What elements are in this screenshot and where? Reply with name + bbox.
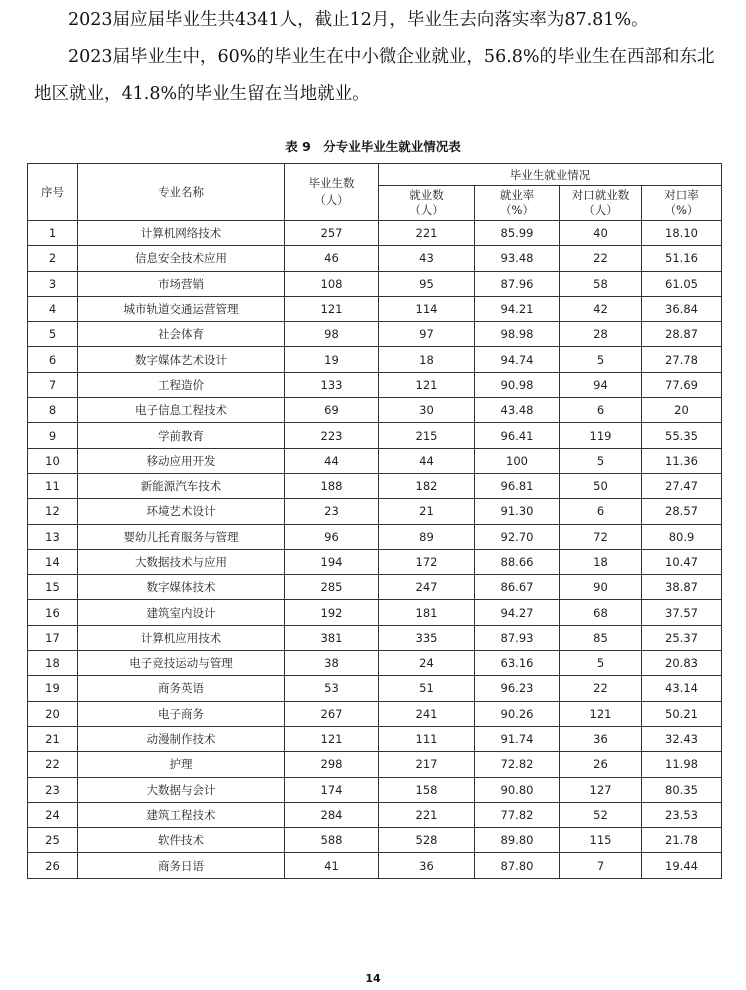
cell-employed: 182	[379, 473, 475, 498]
cell-employment-rate: 90.26	[475, 701, 560, 726]
cell-graduates: 174	[285, 777, 379, 802]
cell-employed: 335	[379, 625, 475, 650]
cell-employment-rate: 92.70	[475, 524, 560, 549]
cell-matched-rate: 43.14	[642, 676, 722, 701]
cell-matched-rate: 61.05	[642, 271, 722, 296]
cell-matched-rate: 36.84	[642, 296, 722, 321]
table-row	[28, 600, 722, 625]
cell-matched: 121	[560, 701, 642, 726]
cell-matched: 40	[560, 221, 642, 246]
table-row	[28, 828, 722, 853]
intro-line-1: 2023届应届毕业生共4341人，截止12月，毕业生去向落实率为87.81%。	[68, 10, 649, 30]
table-row	[28, 246, 722, 271]
cell-major: 电子信息工程技术	[78, 398, 285, 423]
cell-major: 商务日语	[78, 853, 285, 878]
cell-graduates: 46	[285, 246, 379, 271]
cell-employed: 158	[379, 777, 475, 802]
cell-matched: 119	[560, 423, 642, 448]
cell-matched: 5	[560, 448, 642, 473]
cell-graduates: 53	[285, 676, 379, 701]
table-row	[28, 296, 722, 321]
cell-index: 10	[28, 448, 78, 473]
cell-graduates: 98	[285, 322, 379, 347]
table-row	[28, 549, 722, 574]
cell-index: 16	[28, 600, 78, 625]
cell-employed: 114	[379, 296, 475, 321]
cell-employed: 97	[379, 322, 475, 347]
table-row	[28, 625, 722, 650]
cell-matched: 115	[560, 828, 642, 853]
cell-matched-rate: 11.36	[642, 448, 722, 473]
cell-index: 26	[28, 853, 78, 878]
cell-employment-rate: 100	[475, 448, 560, 473]
cell-employment-rate: 86.67	[475, 575, 560, 600]
cell-employment-rate: 94.74	[475, 347, 560, 372]
cell-matched: 127	[560, 777, 642, 802]
cell-matched: 26	[560, 752, 642, 777]
cell-matched: 22	[560, 246, 642, 271]
table-row	[28, 752, 722, 777]
table-row	[28, 398, 722, 423]
cell-matched-rate: 20	[642, 398, 722, 423]
cell-index: 15	[28, 575, 78, 600]
cell-major: 软件技术	[78, 828, 285, 853]
cell-matched: 6	[560, 398, 642, 423]
cell-index: 3	[28, 271, 78, 296]
cell-major: 数字媒体技术	[78, 575, 285, 600]
table-caption: 表 9 分专业毕业生就业情况表	[285, 139, 461, 154]
cell-employment-rate: 87.93	[475, 625, 560, 650]
cell-major: 大数据与会计	[78, 777, 285, 802]
cell-graduates: 96	[285, 524, 379, 549]
cell-major: 建筑室内设计	[78, 600, 285, 625]
cell-matched: 5	[560, 347, 642, 372]
table-row	[28, 726, 722, 751]
cell-employed: 95	[379, 271, 475, 296]
cell-employment-rate: 94.21	[475, 296, 560, 321]
cell-index: 4	[28, 296, 78, 321]
cell-employed: 30	[379, 398, 475, 423]
cell-major: 社会体育	[78, 322, 285, 347]
cell-matched: 94	[560, 372, 642, 397]
cell-employment-rate: 96.81	[475, 473, 560, 498]
cell-graduates: 194	[285, 549, 379, 574]
cell-index: 7	[28, 372, 78, 397]
cell-matched: 7	[560, 853, 642, 878]
cell-matched-rate: 50.21	[642, 701, 722, 726]
cell-matched-rate: 21.78	[642, 828, 722, 853]
cell-matched: 58	[560, 271, 642, 296]
cell-matched-rate: 37.57	[642, 600, 722, 625]
cell-employed: 217	[379, 752, 475, 777]
cell-index: 9	[28, 423, 78, 448]
table-row	[28, 802, 722, 827]
cell-employment-rate: 96.23	[475, 676, 560, 701]
table-row	[28, 777, 722, 802]
cell-employed: 44	[379, 448, 475, 473]
table-row	[28, 853, 722, 878]
table-row	[28, 372, 722, 397]
employment-by-major-table	[27, 163, 722, 879]
cell-graduates: 192	[285, 600, 379, 625]
cell-matched-rate: 27.78	[642, 347, 722, 372]
table-row	[28, 676, 722, 701]
cell-graduates: 298	[285, 752, 379, 777]
cell-index: 5	[28, 322, 78, 347]
cell-major: 工程造价	[78, 372, 285, 397]
cell-matched-rate: 20.83	[642, 651, 722, 676]
cell-matched: 72	[560, 524, 642, 549]
cell-major: 电子竞技运动与管理	[78, 651, 285, 676]
cell-matched-rate: 80.35	[642, 777, 722, 802]
table-row	[28, 701, 722, 726]
cell-major: 建筑工程技术	[78, 802, 285, 827]
cell-employed: 215	[379, 423, 475, 448]
cell-matched: 50	[560, 473, 642, 498]
cell-employed: 247	[379, 575, 475, 600]
header-matched-rate: 对口率（%）	[642, 186, 722, 221]
cell-graduates: 121	[285, 726, 379, 751]
cell-matched: 90	[560, 575, 642, 600]
intro-paragraph	[34, 2, 718, 113]
cell-major: 电子商务	[78, 701, 285, 726]
cell-graduates: 108	[285, 271, 379, 296]
cell-matched-rate: 28.57	[642, 499, 722, 524]
cell-index: 2	[28, 246, 78, 271]
cell-matched: 42	[560, 296, 642, 321]
cell-graduates: 188	[285, 473, 379, 498]
cell-major: 学前教育	[78, 423, 285, 448]
cell-employment-rate: 88.66	[475, 549, 560, 574]
cell-matched-rate: 28.87	[642, 322, 722, 347]
table-row	[28, 499, 722, 524]
cell-matched: 52	[560, 802, 642, 827]
cell-index: 6	[28, 347, 78, 372]
cell-matched: 28	[560, 322, 642, 347]
cell-employment-rate: 90.80	[475, 777, 560, 802]
cell-employment-rate: 85.99	[475, 221, 560, 246]
cell-index: 23	[28, 777, 78, 802]
cell-matched-rate: 10.47	[642, 549, 722, 574]
cell-employment-rate: 93.48	[475, 246, 560, 271]
table-row	[28, 271, 722, 296]
cell-major: 信息安全技术应用	[78, 246, 285, 271]
cell-employment-rate: 89.80	[475, 828, 560, 853]
cell-major: 计算机网络技术	[78, 221, 285, 246]
cell-matched-rate: 23.53	[642, 802, 722, 827]
cell-employed: 24	[379, 651, 475, 676]
cell-employed: 51	[379, 676, 475, 701]
cell-employment-rate: 96.41	[475, 423, 560, 448]
cell-employed: 241	[379, 701, 475, 726]
cell-graduates: 133	[285, 372, 379, 397]
cell-employed: 528	[379, 828, 475, 853]
header-graduates: 毕业生数（人）	[285, 164, 379, 221]
header-matched: 对口就业数（人）	[560, 186, 642, 221]
cell-index: 25	[28, 828, 78, 853]
cell-matched-rate: 19.44	[642, 853, 722, 878]
cell-major: 护理	[78, 752, 285, 777]
cell-matched-rate: 18.10	[642, 221, 722, 246]
cell-employed: 18	[379, 347, 475, 372]
cell-employed: 221	[379, 221, 475, 246]
cell-matched: 85	[560, 625, 642, 650]
table-row	[28, 651, 722, 676]
cell-employed: 221	[379, 802, 475, 827]
cell-employment-rate: 87.96	[475, 271, 560, 296]
table-row	[28, 575, 722, 600]
cell-index: 8	[28, 398, 78, 423]
cell-matched: 18	[560, 549, 642, 574]
cell-major: 动漫制作技术	[78, 726, 285, 751]
cell-major: 环境艺术设计	[78, 499, 285, 524]
cell-index: 22	[28, 752, 78, 777]
cell-matched-rate: 77.69	[642, 372, 722, 397]
header-major: 专业名称	[78, 164, 285, 221]
cell-index: 24	[28, 802, 78, 827]
cell-index: 21	[28, 726, 78, 751]
cell-employment-rate: 87.80	[475, 853, 560, 878]
cell-graduates: 69	[285, 398, 379, 423]
cell-matched-rate: 51.16	[642, 246, 722, 271]
table-row	[28, 448, 722, 473]
cell-matched: 36	[560, 726, 642, 751]
cell-employment-rate: 90.98	[475, 372, 560, 397]
cell-major: 大数据技术与应用	[78, 549, 285, 574]
table-row	[28, 423, 722, 448]
cell-index: 11	[28, 473, 78, 498]
page-number: 14	[365, 972, 381, 985]
cell-graduates: 285	[285, 575, 379, 600]
cell-major: 市场营销	[78, 271, 285, 296]
cell-matched: 68	[560, 600, 642, 625]
table-row	[28, 221, 722, 246]
cell-employment-rate: 94.27	[475, 600, 560, 625]
cell-index: 1	[28, 221, 78, 246]
cell-graduates: 41	[285, 853, 379, 878]
cell-matched-rate: 80.9	[642, 524, 722, 549]
cell-employment-rate: 98.98	[475, 322, 560, 347]
cell-major: 新能源汽车技术	[78, 473, 285, 498]
cell-employment-rate: 91.74	[475, 726, 560, 751]
cell-employed: 111	[379, 726, 475, 751]
table-row	[28, 524, 722, 549]
cell-index: 14	[28, 549, 78, 574]
cell-employment-rate: 43.48	[475, 398, 560, 423]
cell-employed: 172	[379, 549, 475, 574]
cell-graduates: 44	[285, 448, 379, 473]
cell-matched-rate: 38.87	[642, 575, 722, 600]
cell-graduates: 223	[285, 423, 379, 448]
cell-index: 18	[28, 651, 78, 676]
cell-employed: 21	[379, 499, 475, 524]
cell-index: 20	[28, 701, 78, 726]
cell-employed: 36	[379, 853, 475, 878]
cell-major: 婴幼儿托育服务与管理	[78, 524, 285, 549]
cell-graduates: 381	[285, 625, 379, 650]
cell-graduates: 284	[285, 802, 379, 827]
table-row	[28, 473, 722, 498]
cell-graduates: 267	[285, 701, 379, 726]
cell-index: 12	[28, 499, 78, 524]
cell-index: 17	[28, 625, 78, 650]
cell-graduates: 121	[285, 296, 379, 321]
header-employment-group: 毕业生就业情况	[379, 164, 722, 186]
cell-matched-rate: 25.37	[642, 625, 722, 650]
cell-matched-rate: 32.43	[642, 726, 722, 751]
intro-line-2: 2023届毕业生中，60%的毕业生在中小微企业就业，56.8%的毕业生在西部和东北地区就业，41.8%的毕业生留在当地就业。	[34, 47, 715, 104]
cell-matched-rate: 27.47	[642, 473, 722, 498]
cell-major: 商务英语	[78, 676, 285, 701]
cell-matched-rate: 11.98	[642, 752, 722, 777]
header-employment-rate: 就业率（%）	[475, 186, 560, 221]
cell-matched: 5	[560, 651, 642, 676]
cell-matched-rate: 55.35	[642, 423, 722, 448]
cell-graduates: 23	[285, 499, 379, 524]
cell-major: 数字媒体艺术设计	[78, 347, 285, 372]
cell-matched: 6	[560, 499, 642, 524]
cell-employed: 181	[379, 600, 475, 625]
table-row	[28, 347, 722, 372]
cell-index: 19	[28, 676, 78, 701]
cell-graduates: 588	[285, 828, 379, 853]
cell-major: 计算机应用技术	[78, 625, 285, 650]
cell-index: 13	[28, 524, 78, 549]
cell-employed: 121	[379, 372, 475, 397]
cell-graduates: 257	[285, 221, 379, 246]
cell-employed: 89	[379, 524, 475, 549]
cell-major: 移动应用开发	[78, 448, 285, 473]
cell-employment-rate: 91.30	[475, 499, 560, 524]
cell-graduates: 38	[285, 651, 379, 676]
cell-employed: 43	[379, 246, 475, 271]
cell-graduates: 19	[285, 347, 379, 372]
cell-employment-rate: 77.82	[475, 802, 560, 827]
table-row	[28, 322, 722, 347]
header-index: 序号	[28, 164, 78, 221]
cell-employment-rate: 63.16	[475, 651, 560, 676]
header-employed: 就业数（人）	[379, 186, 475, 221]
cell-employment-rate: 72.82	[475, 752, 560, 777]
cell-matched: 22	[560, 676, 642, 701]
cell-major: 城市轨道交通运营管理	[78, 296, 285, 321]
